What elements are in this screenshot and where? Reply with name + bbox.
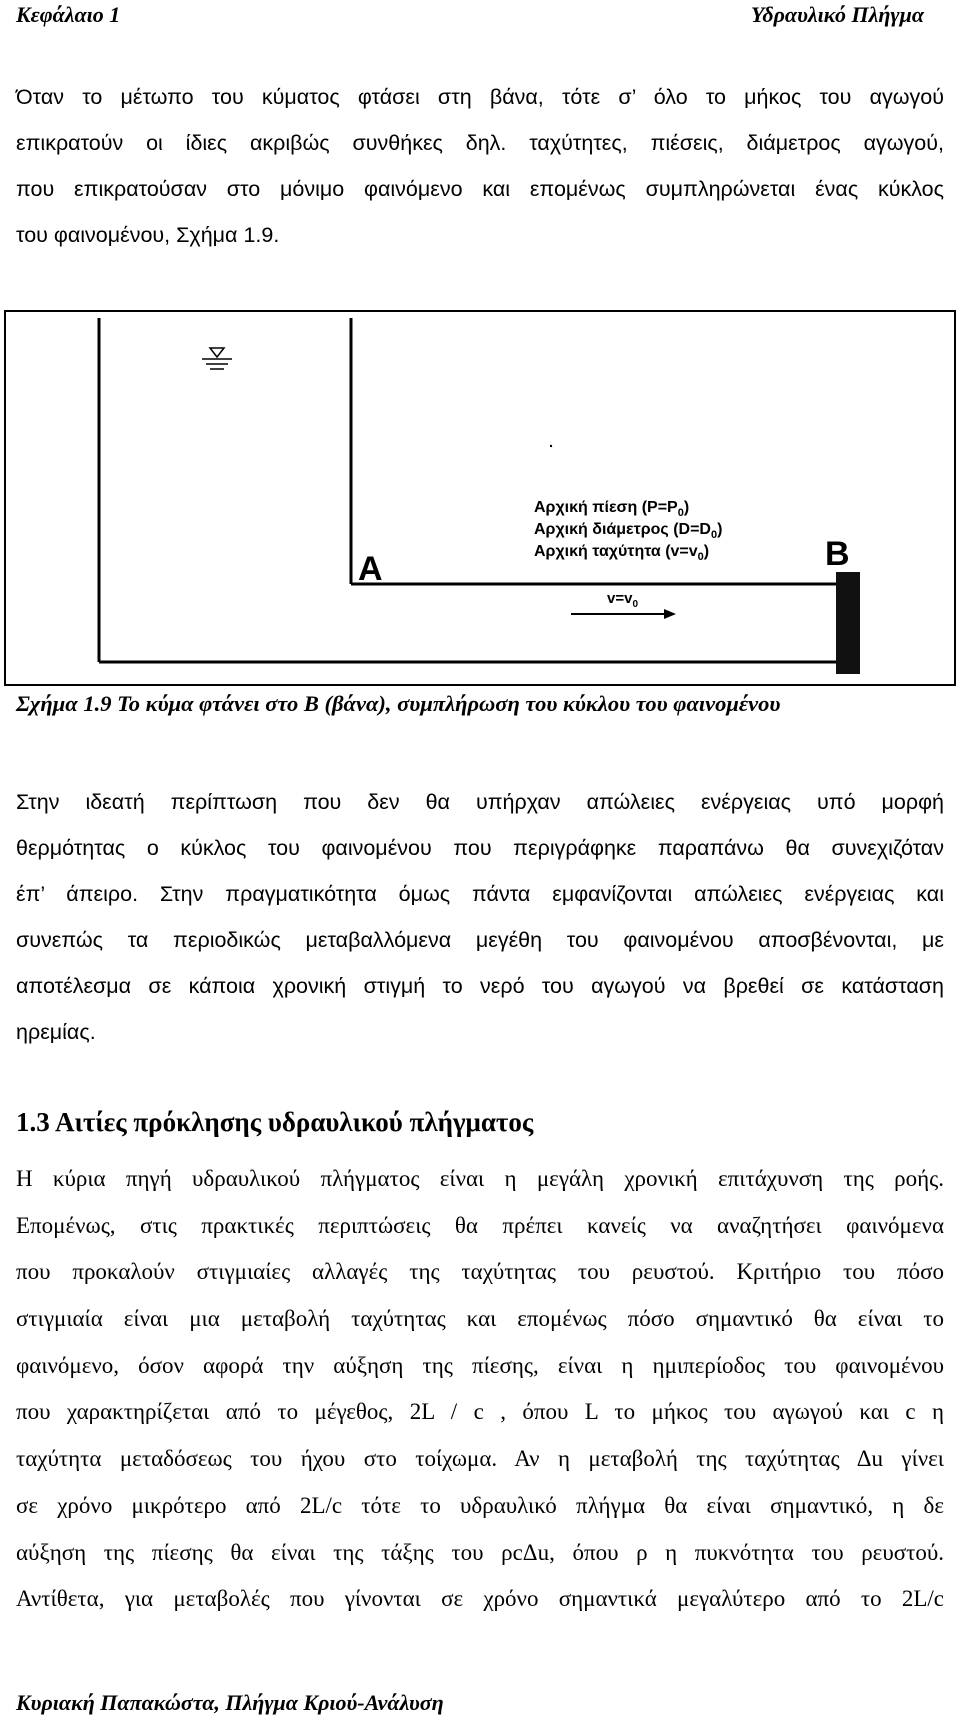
- text-line: επικρατούν οι ίδιες ακριβώς συνθήκες δηλ. ταχύτητες, πιέσεις, διάμετρος αγωγού,: [16, 131, 944, 155]
- running-header-title: Υδραυλικό Πλήγμα: [750, 2, 924, 27]
- text-line: που χαρακτηρίζεται από το μέγεθος, 2L / c , όπου L το μήκος του αγωγού και c η: [16, 1399, 944, 1425]
- valve-b: [836, 572, 860, 674]
- figure-1-9: [4, 310, 956, 686]
- text-line: συνεπώς τα περιοδικώς μεταβαλλόμενα μεγέθη του φαινομένου αποσβένονται, με: [16, 928, 944, 952]
- text-line: που επικρατούσαν στο μόνιμο φαινόμενο και επομένως συμπληρώνεται ένας κύκλος: [16, 177, 944, 201]
- text-line: ταχύτητα μεταδόσεως του ήχου στο τοίχωμα. Αν η μεταβολή της ταχύτητας Δu γίνει: [16, 1446, 944, 1472]
- running-header-chapter: Κεφάλαιο 1: [16, 2, 121, 27]
- water-level-icon: [202, 348, 232, 369]
- reservoir-pipe-diagram: [6, 312, 958, 688]
- text-line: φαινόμενο, όσον αφορά την αύξηση της πίεσης, είναι η ημιπερίοδος του φαινομένου: [16, 1352, 944, 1378]
- text-line: αύξηση της πίεσης θα είναι της τάξης του ρcΔu, όπου ρ η πυκνότητα του ρευστού.: [16, 1539, 944, 1565]
- text-line: του φαινομένου, Σχήμα 1.9.: [16, 223, 280, 247]
- body-paragraph: [16, 779, 944, 1055]
- section-paragraph: [16, 1156, 944, 1623]
- intro-paragraph: [16, 74, 944, 258]
- text-line: σε χρόνο μικρότερο από 2L/c τότε το υδραυλικό πλήγμα θα είναι σημαντικό, η δε: [16, 1492, 944, 1518]
- text-line: έπ’ άπειρο. Στην πραγματικότητα όμως πάντα εμφανίζονται απώλειες ενέργειας και: [16, 882, 944, 906]
- text-line: Η κύρια πηγή υδραυλικού πλήγματος είναι η μεγάλη χρονική επιτάχυνση της ροής.: [16, 1166, 944, 1191]
- label-b: B: [825, 535, 850, 573]
- initial-pressure-label: Αρχική πίεση $(P=P_0)$: [534, 499, 690, 519]
- velocity-label: $v=v_0$: [607, 590, 639, 610]
- velocity-arrow-head: [664, 609, 676, 619]
- text-line: Επομένως, στις πρακτικές περιπτώσεις θα πρέπει κανείς να αναζητήσει φαινόμενα: [16, 1212, 944, 1238]
- text-line: αποτέλεσμα σε κάποια χρονική στιγμή το νερό του αγωγού να βρεθεί σε κατάσταση: [16, 974, 944, 998]
- initial-diameter-label: Αρχική διάμετρος $(D=D_0)$: [534, 521, 723, 541]
- label-a: A: [358, 550, 383, 588]
- initial-velocity-label: Αρχική ταχύτητα $(v=v_0)$: [534, 543, 710, 563]
- text-line: Αντίθετα, για μεταβολές που γίνονται σε χρόνο σημαντικά μεγαλύτερο από το 2L/c: [16, 1586, 944, 1612]
- text-line: που προκαλούν στιγμιαίες αλλαγές της ταχύτητας του ρευστού. Κριτήριο του πόσο: [16, 1259, 944, 1285]
- text-line: Στην ιδεατή περίπτωση που δεν θα υπήρχαν απώλειες ενέργειας υπό μορφή: [16, 790, 944, 814]
- text-line: στιγμιαία είναι μια μεταβολή ταχύτητας και επομένως πόσο σημαντικό θα είναι το: [16, 1306, 944, 1332]
- text-line: ηρεμίας.: [16, 1020, 96, 1044]
- section-heading: 1.3 Αιτίες πρόκλησης υδραυλικού πλήγματος: [16, 1107, 534, 1137]
- text-line: θερμότητας ο κύκλος του φαινομένου που περιγράφηκε παραπάνω θα συνεχιζόταν: [16, 836, 944, 860]
- text-line: Όταν το μέτωπο του κύματος φτάσει στη βάνα, τότε σ’ όλο το μήκος του αγωγού: [16, 85, 944, 109]
- figure-caption: Σχήμα 1.9 Το κύμα φτάνει στο Β (βάνα), συμπλήρωση του κύκλου του φαινομένου: [16, 691, 781, 716]
- running-footer: Κυριακή Παπακώστα, Πλήγμα Κριού-Ανάλυση: [16, 1690, 444, 1715]
